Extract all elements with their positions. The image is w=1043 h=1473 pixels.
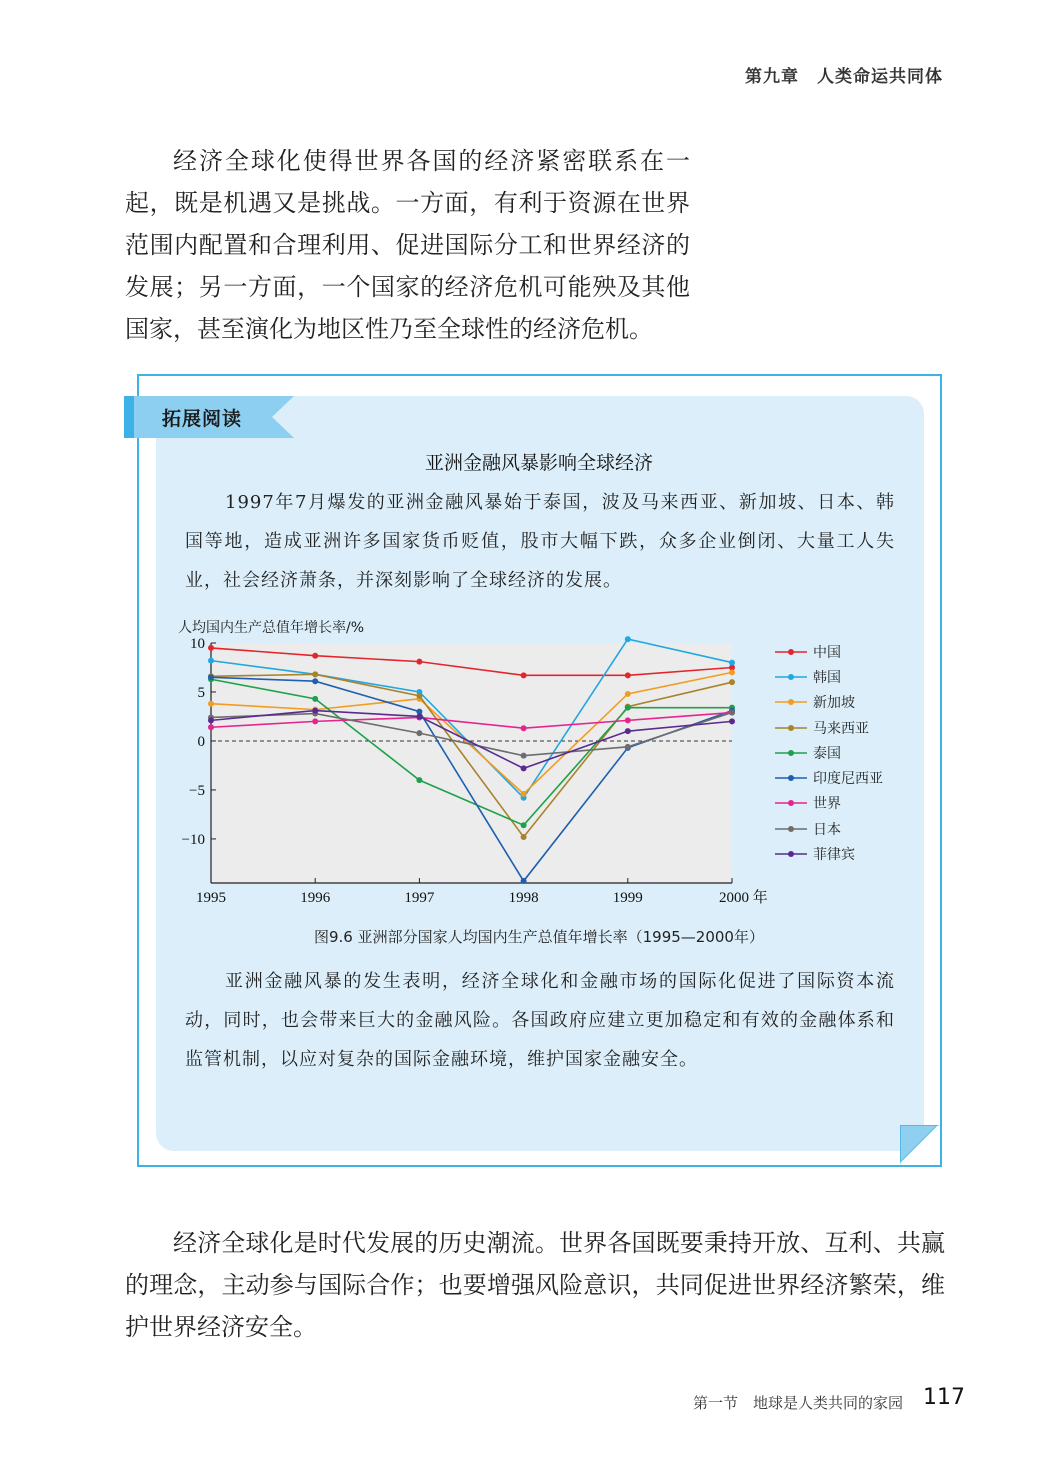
x-tick-label: 1997 [404,890,435,906]
data-point-中国 [312,653,318,659]
y-tick-label: −10 [181,831,205,848]
data-point-菲律宾 [625,728,631,734]
legend-item [775,740,883,765]
data-point-泰国 [312,696,318,702]
data-point-世界 [521,725,527,731]
legend-label: 韩国 [813,669,841,686]
data-point-新加坡 [521,791,527,797]
y-tick-label: −5 [189,782,205,799]
extended-reading-tag: 拓展阅读 [162,408,243,430]
legend-item [775,639,883,664]
data-point-泰国 [521,822,527,828]
intro-text [125,140,690,350]
legend-label: 日本 [813,821,841,838]
legend-swatch [775,747,807,759]
data-point-中国 [625,672,631,678]
data-point-日本 [729,710,735,716]
data-point-菲律宾 [729,718,735,724]
legend-swatch [775,696,807,708]
legend-label: 中国 [813,644,841,661]
y-tick-label: 10 [190,636,205,652]
legend-swatch [775,823,807,835]
data-point-菲律宾 [521,765,527,771]
chapter-header: 第九章 人类命运共同体 [745,67,943,87]
reading-paragraph-1-text: 1997年7月爆发的亚洲金融风暴始于泰国，波及马来西亚、新加坡、日本、韩国等地，造成亚洲许多国家货币贬值，股市大幅下跌，众多企业倒闭、大量工人失业，社会经济萧条，并深刻影响了全球经济的发展。 [185,492,895,591]
data-point-韩国 [208,658,214,664]
data-point-日本 [416,730,422,736]
plot-area [211,643,732,883]
legend-swatch [775,772,807,784]
legend-swatch [775,797,807,809]
data-point-菲律宾 [312,708,318,714]
chart-legend [775,639,883,867]
legend-item [775,715,883,740]
data-point-中国 [208,645,214,651]
conclusion-paragraph: 经济全球化是时代发展的历史潮流。世界各国既要秉持开放、互利、共赢的理念，主动参与国际合作；也要增强风险意识，共同促进世界经济繁荣，维护世界经济安全。 [125,1229,945,1341]
conclusion-text [125,1222,945,1348]
reading-title: 亚洲金融风暴影响全球经济 [424,452,653,474]
data-point-世界 [312,718,318,724]
x-tick-label: 1996 [300,890,331,906]
x-tick-label: 1999 [612,890,643,906]
legend-swatch [775,646,807,658]
legend-label: 新加坡 [813,695,855,712]
chart-y-axis-label: 人均国内生产总值年增长率/% [178,620,365,636]
legend-item [775,841,883,866]
page-number: 117 [923,1385,965,1410]
reading-paragraph-1 [185,483,895,600]
legend-swatch [775,848,807,860]
data-point-日本 [625,744,631,750]
data-point-新加坡 [729,669,735,675]
legend-item [775,664,883,689]
data-point-马来西亚 [312,671,318,677]
legend-label: 马来西亚 [813,720,869,737]
data-point-中国 [416,659,422,665]
legend-item [775,765,883,790]
data-point-韩国 [729,660,735,666]
x-tick-label: 1998 [508,890,539,906]
legend-label: 泰国 [813,745,841,762]
data-point-印度尼西亚 [208,674,214,680]
data-point-马来西亚 [416,693,422,699]
data-point-日本 [521,753,527,759]
data-point-中国 [521,672,527,678]
gdp-growth-line-chart [165,630,775,915]
data-point-世界 [625,717,631,723]
data-point-印度尼西亚 [312,678,318,684]
reading-paragraph-2-text: 亚洲金融风暴的发生表明，经济全球化和金融市场的国际化促进了国际资本流动，同时，也会带来巨大的金融风险。各国政府应建立更加稳定和有效的金融体系和监管机制，以应对复杂的国际金融环境，维护国家金融安全。 [185,971,895,1070]
legend-swatch [775,671,807,683]
legend-label: 印度尼西亚 [813,771,883,788]
x-tick-label: 2000 年 [719,890,768,906]
legend-item [775,690,883,715]
intro-paragraph: 经济全球化使得世界各国的经济紧密联系在一起，既是机遇又是挑战。一方面，有利于资源在世界范围内配置和合理利用、促进国际分工和世界经济的发展；另一方面，一个国家的经济危机可能殃及其他国家，甚至演化为地区性乃至全球性的经济危机。 [125,147,690,343]
legend-label: 菲律宾 [813,847,855,864]
legend-item [775,816,883,841]
data-point-韩国 [625,636,631,642]
data-point-菲律宾 [208,717,214,723]
data-point-马来西亚 [521,834,527,840]
data-point-泰国 [625,705,631,711]
footer-section-title: 第一节 地球是人类共同的家园 [692,1394,903,1412]
data-point-印度尼西亚 [521,878,527,884]
data-point-世界 [208,724,214,730]
data-point-泰国 [416,777,422,783]
figure-caption: 图9.6 亚洲部分国家人均国内生产总值年增长率（1995—2000年） [314,928,764,946]
data-point-马来西亚 [729,679,735,685]
page-curl-icon [900,1125,940,1165]
reading-paragraph-2 [185,962,895,1079]
x-tick-label: 1995 [196,890,226,906]
legend-swatch [775,722,807,734]
legend-item [775,791,883,816]
y-tick-label: 5 [197,684,205,701]
data-point-新加坡 [208,701,214,707]
legend-label: 世界 [813,796,841,813]
data-point-新加坡 [625,691,631,697]
data-point-菲律宾 [416,713,422,719]
y-tick-label: 0 [197,733,205,750]
